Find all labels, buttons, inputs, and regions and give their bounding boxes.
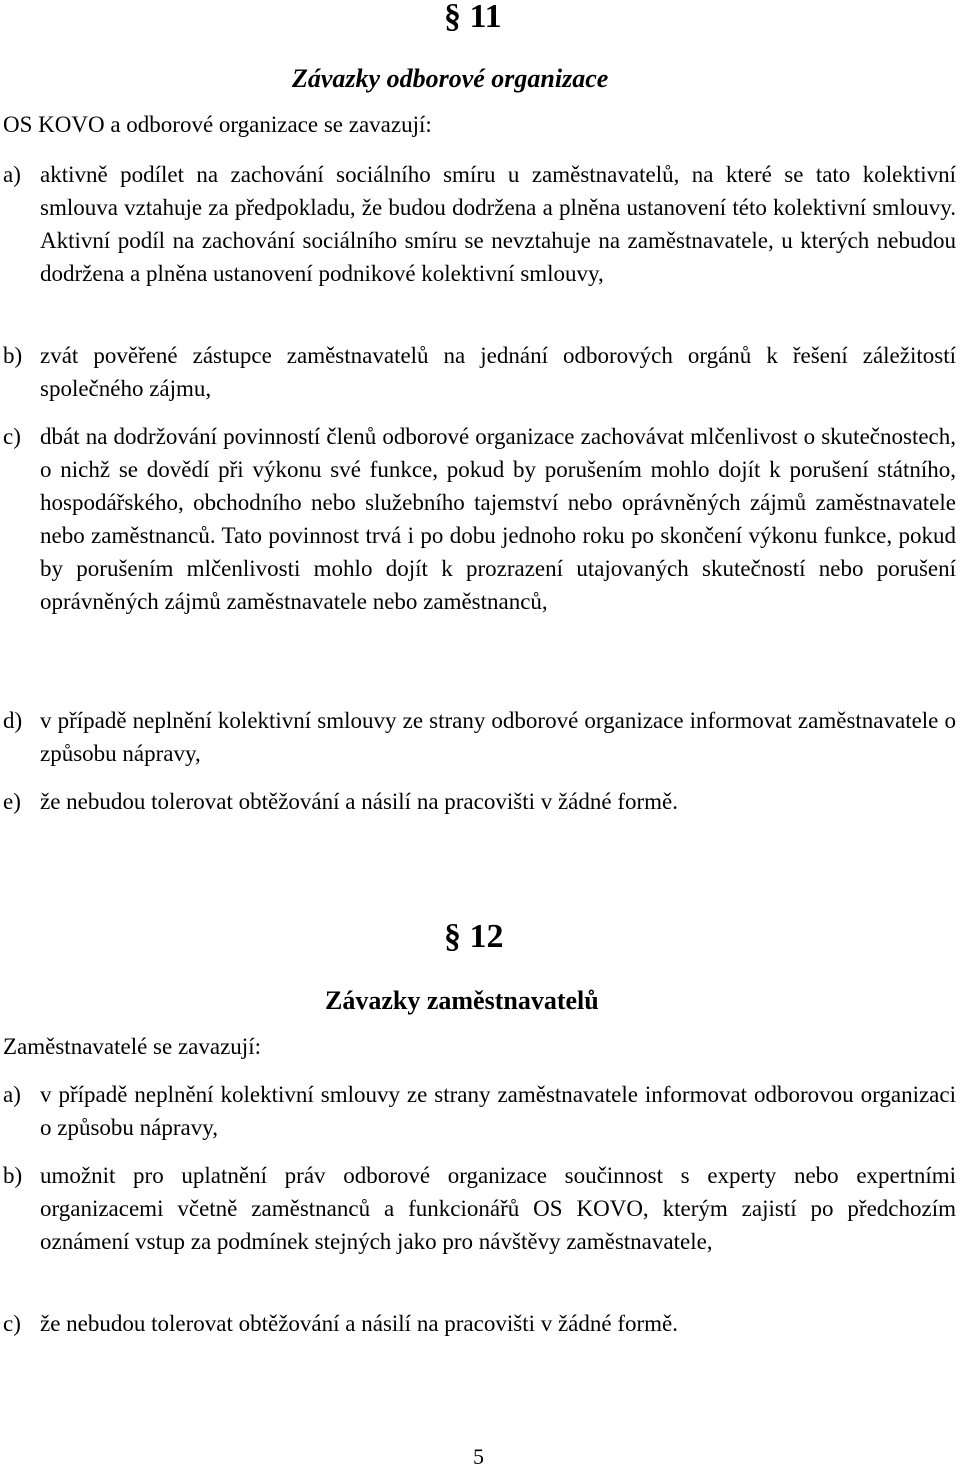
page-number: 5 <box>473 1444 484 1469</box>
section-title-12: Závazky zaměstnavatelů <box>325 986 599 1015</box>
item-label: d) <box>3 708 23 733</box>
section-intro-11: OS KOVO a odborové organizace se zavazují: <box>3 112 432 137</box>
item-text: že nebudou tolerovat obtěžování a násilí na pracovišti v žádné formě. <box>40 1311 679 1336</box>
item-text: zvát pověřené zástupce zaměstnavatelů na jednání odborových orgánů k řešení záležitostí společného zájmu, <box>40 343 956 401</box>
item-text: umožnit pro uplatnění práv odborové organizace součinnost s experty nebo expertními organizacemi včetně zaměstnanců a funkcionářů OS KOVO, kterým zajistí po předchozím oznámení vstup za podmínek stejných jako pro návštěvy zaměstnavatele, <box>40 1163 956 1254</box>
item-text: že nebudou tolerovat obtěžování a násilí na pracovišti v žádné formě. <box>40 789 679 814</box>
item-text: v případě neplnění kolektivní smlouvy ze strany zaměstnavatele informovat odborovou organizaci o způsobu nápravy, <box>40 1082 956 1140</box>
section-number-12: § 12 <box>444 918 504 955</box>
item-text: v případě neplnění kolektivní smlouvy ze strany odborové organizace informovat zaměstnavatele o způsobu nápravy, <box>40 708 956 766</box>
item-label: b) <box>3 1163 23 1188</box>
item-text: aktivně podílet na zachování sociálního smíru u zaměstnavatelů, na které se tato kolektivní smlouva vztahuje za předpokladu, že budou dodržena a plněna ustanovení této kolektivní smlouvy. Aktivní podíl na zachování sociálního smíru se nevztahuje na zaměstnavatele, u kterých nebudou dodržena a plněna ustanovení podnikové kolektivní smlouvy, <box>40 162 956 286</box>
item-label: b) <box>3 343 23 368</box>
item-text: dbát na dodržování povinností členů odborové organizace zachovávat mlčenlivost o skutečnostech, o nichž se dovědí při výkonu své funkce, pokud by porušením mohlo dojít k porušení státního, hospodářského, obchodního nebo služebního tajemství nebo oprávněných zájmů zaměstnavatele nebo zaměstnanců. Tato povinnost trvá i po dobu jednoho roku po skončení výkonu funkce, pokud by porušením mlčenlivosti mohlo dojít k prozrazení utajovaných skutečností nebo porušení oprávněných zájmů zaměstnavatele nebo zaměstnanců, <box>40 424 956 614</box>
section-number-11: § 11 <box>444 0 502 35</box>
section-title-11: Závazky odborové organizace <box>292 64 609 93</box>
item-label: e) <box>3 789 21 814</box>
item-label: a) <box>3 162 21 187</box>
section-intro-12: Zaměstnavatelé se zavazují: <box>3 1034 261 1059</box>
item-label: c) <box>3 1311 21 1336</box>
item-label: a) <box>3 1082 21 1107</box>
item-label: c) <box>3 424 21 449</box>
